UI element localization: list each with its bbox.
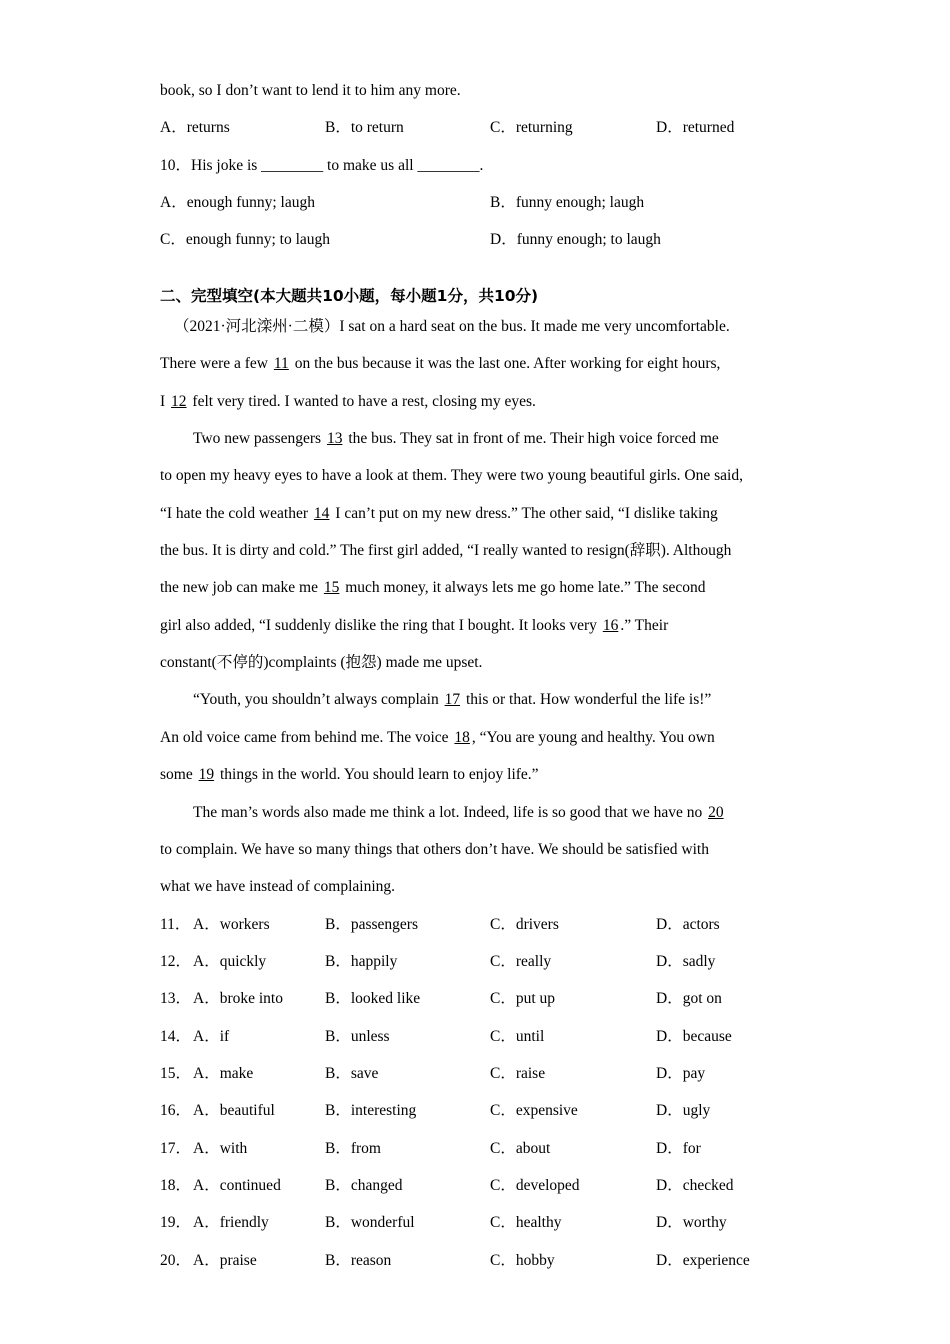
passage-text: felt very tired. I wanted to have a rest, closing my eyes. (188, 393, 536, 410)
passage-text: , “You are young and healthy. You own (471, 729, 715, 746)
option-d: D．for (656, 1140, 701, 1157)
passage-p2-line5 (160, 578, 705, 598)
option-d: D．because (656, 1028, 732, 1045)
option-c: C．about (490, 1140, 551, 1157)
blank-18: 18 (454, 729, 470, 746)
question-number: 19． (160, 1214, 192, 1231)
option-d: D．sadly (656, 953, 716, 970)
question-number: 20． (160, 1252, 192, 1269)
passage-text: the new job can make me (160, 579, 322, 596)
question-number: 17． (160, 1140, 192, 1157)
passage-p2-line3 (160, 504, 718, 524)
option-c: C．developed (490, 1177, 580, 1194)
passage-text: There were a few (160, 355, 272, 372)
question-row-11 (160, 915, 800, 935)
question-row-20 (160, 1251, 800, 1271)
question-number: 12． (160, 953, 192, 970)
blank-13: 13 (326, 430, 343, 447)
option-b: B．save (325, 1065, 379, 1082)
option-c: C．until (490, 1028, 545, 1045)
passage-text: Two new passengers (193, 430, 325, 447)
option-b: B．unless (325, 1028, 390, 1045)
passage-p3-line1 (193, 690, 711, 710)
option-a: A．workers (193, 916, 270, 933)
option-c: C．healthy (490, 1214, 562, 1231)
passage-text: I can’t put on my new dress.” The other said, “I dislike taking (331, 505, 718, 522)
question-row-16 (160, 1101, 800, 1121)
passage-p2-line7: constant(不停的)complaints (抱怨) made me upset. (160, 654, 483, 671)
option-c: C．put up (490, 990, 556, 1007)
q10-option-c: C．enough funny; to laugh (160, 231, 331, 248)
question-number: 13． (160, 990, 192, 1007)
question-number: 11． (160, 916, 191, 933)
question-row-12 (160, 952, 800, 972)
passage-text: much money, it always lets me go home late.” The second (341, 579, 706, 596)
q10-option-a: A．enough funny; laugh (160, 194, 315, 211)
question-number: 14． (160, 1028, 192, 1045)
option-a: A．broke into (193, 990, 283, 1007)
passage-p4-line1 (193, 803, 726, 823)
q9-option-d: D．returned (656, 119, 735, 136)
option-c: C．really (490, 953, 552, 970)
blank-14: 14 (313, 505, 330, 522)
passage-p3-line2 (160, 728, 715, 748)
passage-text: the bus. They sat in front of me. Their high voice forced me (344, 430, 719, 447)
option-a: A．with (193, 1140, 248, 1157)
q10-option-b: B．funny enough; laugh (490, 194, 645, 211)
blank-20: 20 (708, 804, 724, 821)
option-b: B．looked like (325, 990, 421, 1007)
blank-19: 19 (198, 766, 215, 783)
passage-p4-line2: to complain. We have so many things that others don’t have. We should be satisfied with (160, 841, 709, 858)
question-number: 18． (160, 1177, 192, 1194)
passage-p3-line3 (160, 765, 539, 785)
q9-stem-tail: book, so I don’t want to lend it to him any more. (160, 82, 461, 99)
question-row-17 (160, 1139, 800, 1159)
section-2-title: 二、完型填空(本大题共10小题，每小题1分，共10分) (160, 287, 539, 305)
option-a: A．if (193, 1028, 230, 1045)
passage-p2-line6 (160, 616, 668, 636)
q9-option-a: A．returns (160, 119, 230, 136)
option-c: C．expensive (490, 1102, 578, 1119)
question-row-18 (160, 1176, 800, 1196)
option-a: A．continued (193, 1177, 281, 1194)
blank-15: 15 (323, 579, 340, 596)
passage-text: The man’s words also made me think a lot. Indeed, life is so good that we have no (193, 804, 707, 821)
passage-text: An old voice came from behind me. The voice (160, 729, 453, 746)
option-a: A．praise (193, 1252, 257, 1269)
option-d: D．ugly (656, 1102, 711, 1119)
option-c: C．drivers (490, 916, 559, 933)
q9-option-c: C．returning (490, 119, 573, 136)
passage-p4-line3: what we have instead of complaining. (160, 878, 396, 895)
option-d: D．pay (656, 1065, 706, 1082)
passage-text: on the bus because it was the last one. After working for eight hours, (290, 355, 721, 372)
option-d: D．checked (656, 1177, 734, 1194)
passage-p2-line1 (193, 429, 719, 449)
option-d: D．worthy (656, 1214, 727, 1231)
question-row-15 (160, 1064, 800, 1084)
passage-text: things in the world. You should learn to enjoy life.” (216, 766, 539, 783)
option-d: D．got on (656, 990, 722, 1007)
passage-p1-line3 (160, 392, 536, 412)
option-b: B．changed (325, 1177, 403, 1194)
q10-stem: 10．His joke is ________ to make us all ________. (160, 157, 484, 174)
passage-text: .” Their (620, 617, 669, 634)
passage-text: I (160, 393, 170, 410)
passage-text: “Youth, you shouldn’t always complain (193, 691, 443, 708)
option-b: B．from (325, 1140, 381, 1157)
blank-11: 11 (273, 355, 289, 372)
passage-p1-line2 (160, 354, 720, 374)
question-row-13 (160, 989, 800, 1009)
blank-17: 17 (444, 691, 461, 708)
q10-option-d: D．funny enough; to laugh (490, 231, 661, 248)
question-number: 16． (160, 1102, 192, 1119)
question-row-19 (160, 1213, 800, 1233)
passage-p2-line4: the bus. It is dirty and cold.” The first girl added, “I really wanted to resign(辞职). Although (160, 542, 732, 559)
passage-p1-line1: （2021·河北滦州·二模）I sat on a hard seat on the bus. It made me very uncomfortable. (174, 318, 730, 335)
blank-16: 16 (602, 617, 619, 634)
option-a: A．friendly (193, 1214, 269, 1231)
option-d: D．experience (656, 1252, 750, 1269)
option-a: A．beautiful (193, 1102, 275, 1119)
q9-option-b: B．to return (325, 119, 404, 136)
option-b: B．interesting (325, 1102, 417, 1119)
option-b: B．wonderful (325, 1214, 415, 1231)
passage-text: girl also added, “I suddenly dislike the ring that I bought. It looks very (160, 617, 601, 634)
passage-text: “I hate the cold weather (160, 505, 312, 522)
option-b: B．happily (325, 953, 398, 970)
option-a: A．quickly (193, 953, 267, 970)
passage-text: this or that. How wonderful the life is!” (462, 691, 712, 708)
passage-text: some (160, 766, 197, 783)
question-row-14 (160, 1027, 800, 1047)
question-number: 15． (160, 1065, 192, 1082)
passage-p2-line2: to open my heavy eyes to have a look at them. They were two young beautiful girls. One said, (160, 467, 743, 484)
option-b: B．passengers (325, 916, 418, 933)
option-c: C．hobby (490, 1252, 555, 1269)
option-b: B．reason (325, 1252, 392, 1269)
blank-12: 12 (171, 393, 187, 410)
option-d: D．actors (656, 916, 720, 933)
option-c: C．raise (490, 1065, 546, 1082)
option-a: A．make (193, 1065, 254, 1082)
